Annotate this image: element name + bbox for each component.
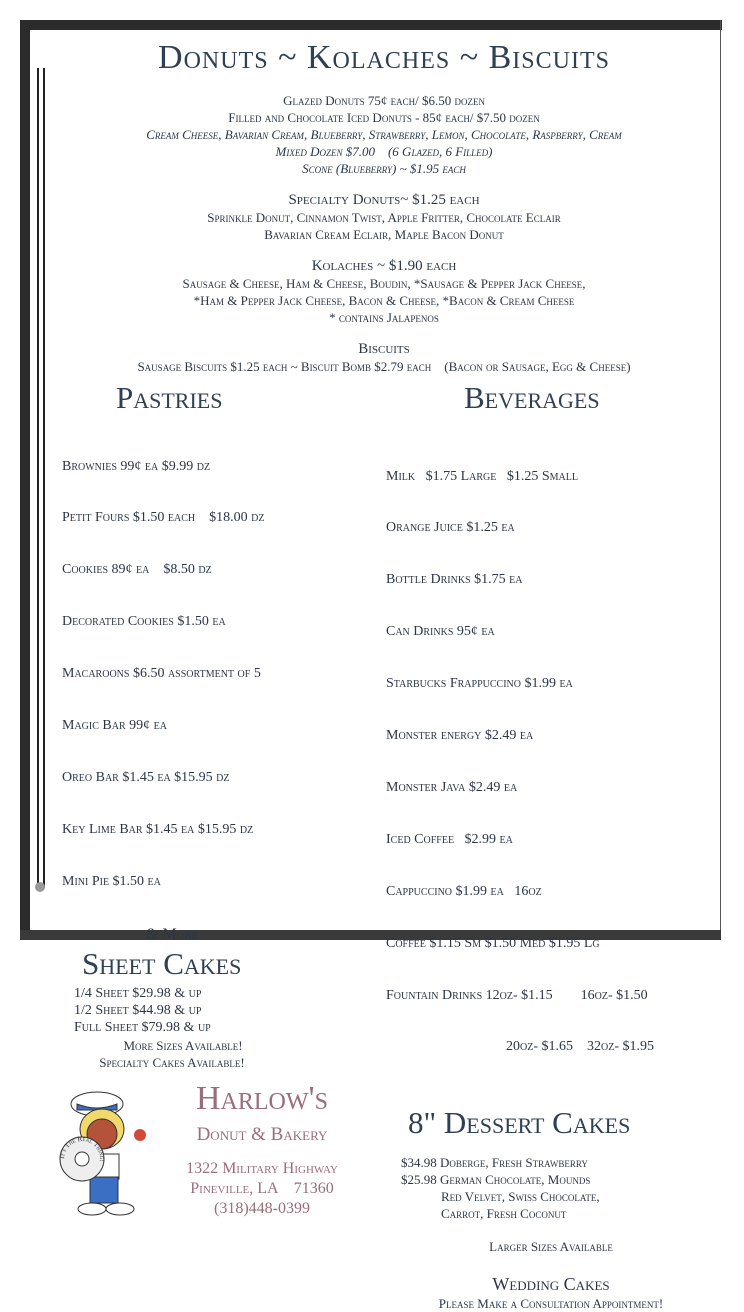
menu-line: Filled and Chocolate Iced Donuts - 85¢ each/ $7.50 dozen — [228, 110, 540, 125]
list-item: Decorated Cookies $1.50 ea — [62, 614, 226, 630]
phone-number: (318)448-0399 — [214, 1199, 310, 1217]
list-item: Monster energy $2.49 ea — [386, 728, 534, 744]
bakery-name: Harlow's — [195, 1079, 328, 1117]
specialty-section — [52, 191, 716, 243]
biscuits-section — [52, 340, 716, 375]
section-heading: Biscuits — [358, 341, 410, 357]
list-item: Oreo Bar $1.45 ea $15.95 dz — [62, 769, 230, 785]
sheet-cake-notes — [52, 1037, 292, 1071]
page-border — [20, 20, 722, 30]
list-item: 20oz- $1.65 32oz- $1.95 — [506, 1039, 654, 1055]
menu-line: Sausage & Cheese, Ham & Cheese, Boudin, *Sausage & Pepper Jack Cheese, — [182, 276, 586, 291]
list-item: Fountain Drinks 12oz- $1.15 16oz- $1.50 — [386, 987, 648, 1003]
two-column-section — [52, 379, 716, 1312]
section-heading: Beverages — [464, 380, 600, 415]
list-item: Cappuccino $1.99 ea 16oz — [386, 883, 542, 899]
donut-section — [52, 92, 716, 177]
menu-line: Mixed Dozen $7.00 (6 Glazed, 6 Filled) — [275, 144, 493, 159]
list-item: 1/4 Sheet $29.98 & up — [74, 985, 202, 1001]
left-column — [52, 379, 382, 1312]
section-heading: Wedding Cakes — [492, 1274, 610, 1295]
bakery-subtitle: Donut & Bakery — [196, 1123, 328, 1145]
bakery-brand — [52, 1079, 382, 1219]
address-line: Pineville, LA 71360 — [190, 1179, 334, 1197]
menu-line: Bavarian Cream Eclair, Maple Bacon Donut — [264, 227, 504, 242]
menu-line: *Ham & Pepper Jack Cheese, Bacon & Cheese, *Bacon & Cream Cheese — [193, 293, 575, 308]
list-item: Monster Java $2.49 ea — [386, 779, 518, 795]
list-item: $25.98 German Chocolate, Mounds — [401, 1172, 591, 1188]
wedding-note: Please Make a Consultation Appointment! — [438, 1296, 664, 1312]
list-item: Carrot, Fresh Coconut — [441, 1206, 567, 1222]
section-heading: Specialty Donuts~ $1.25 each — [288, 192, 480, 208]
section-heading: 8" Dessert Cakes — [408, 1105, 631, 1141]
menu-title: Donuts ~ Kolaches ~ Biscuits — [158, 39, 610, 76]
bakery-info — [152, 1079, 372, 1219]
list-item: Bottle Drinks $1.75 ea — [386, 572, 523, 588]
list-item: Coffee $1.15 Sm $1.50 Med $1.95 Lg — [386, 935, 600, 951]
page-border — [720, 20, 721, 940]
menu-line: Sausage Biscuits $1.25 each ~ Biscuit Bomb $2.79 each (Bacon or Sausage, Egg & Cheese) — [137, 359, 631, 374]
section-heading: Kolaches ~ $1.90 each — [311, 258, 457, 274]
note: Specialty Cakes Available! — [99, 1054, 245, 1070]
larger-sizes-note: Larger Sizes Available — [489, 1239, 613, 1255]
menu-line: Cream Cheese, Bavarian Cream, Blueberry, Strawberry, Lemon, Chocolate, Raspberry, Cream — [146, 127, 622, 142]
list-item: 1/2 Sheet $44.98 & up — [74, 1002, 202, 1018]
list-item: Key Lime Bar $1.45 ea $15.95 dz — [62, 821, 254, 837]
list-item: $34.98 Doberge, Fresh Strawberry — [401, 1155, 588, 1171]
list-item: Full Sheet $79.98 & up — [74, 1020, 211, 1036]
list-item: Red Velvet, Swiss Chocolate, — [441, 1189, 600, 1205]
menu-line: Sprinkle Donut, Cinnamon Twist, Apple Fritter, Chocolate Eclair — [207, 210, 561, 225]
list-item: Iced Coffee $2.99 ea — [386, 831, 513, 847]
mascot-slogan-text: It's The Real Thing! — [57, 1134, 107, 1162]
list-item: Cookies 89¢ ea $8.50 dz — [62, 562, 212, 578]
menu-line: Scone (Blueberry) ~ $1.95 each — [302, 161, 466, 176]
menu-line: Glazed Donuts 75¢ each/ $6.50 dozen — [283, 93, 485, 108]
more-label: & More — [146, 925, 199, 943]
list-item: Mini Pie $1.50 ea — [62, 873, 161, 889]
page-border — [20, 20, 30, 940]
decorative-knob — [35, 882, 45, 892]
mascot-logo — [52, 1079, 152, 1219]
bakery-contact — [152, 1159, 372, 1219]
list-item: Milk $1.75 Large $1.25 Small — [386, 468, 578, 484]
address-line: 1322 Military Highway — [186, 1159, 338, 1177]
sheet-cakes-list — [52, 985, 382, 1037]
list-item: Starbucks Frappuccino $1.99 ea — [386, 676, 573, 692]
list-item: Brownies 99¢ ea $9.99 dz — [62, 458, 211, 474]
section-heading: Sheet Cakes — [82, 945, 242, 981]
list-item: Magic Bar 99¢ ea — [62, 718, 167, 734]
list-item: Orange Juice $1.25 ea — [386, 520, 515, 536]
kolaches-section — [52, 257, 716, 326]
note: More Sizes Available! — [123, 1037, 243, 1053]
list-item: Can Drinks 95¢ ea — [386, 624, 495, 640]
decorative-line — [43, 68, 45, 888]
right-column — [386, 379, 716, 1312]
list-item: Petit Fours $1.50 each $18.00 dz — [62, 510, 265, 526]
menu-content — [52, 38, 716, 1312]
section-heading: Pastries — [116, 380, 223, 415]
pastries-list — [52, 423, 382, 925]
menu-line: * contains Jalapenos — [329, 310, 439, 325]
decorative-line — [37, 68, 39, 888]
beverages-list — [386, 433, 716, 1090]
list-item: Macaroons $6.50 assortment of 5 — [62, 666, 261, 682]
dessert-cakes-list — [386, 1154, 716, 1222]
